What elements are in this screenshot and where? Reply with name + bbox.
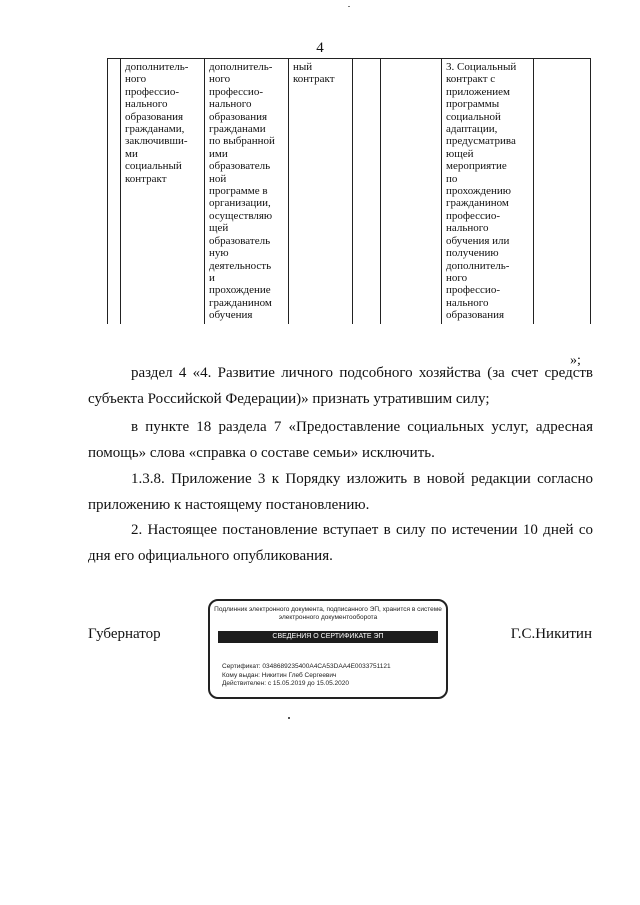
cell-text: дополнитель- ного профессио- нального образования гражданами, заключивши- ми социальный контракт (125, 61, 189, 185)
stamp-validity: Действителен: с 15.05.2019 до 15.05.2020 (222, 680, 350, 687)
table-cell-basis (289, 59, 353, 324)
signatory-name: Г.С.Никитин (510, 626, 592, 642)
table-cell-name (121, 59, 205, 324)
stamp-issued-to: Кому выдан: Никитин Глеб Сергеевич (222, 671, 337, 679)
signatory-title: Губернатор (88, 626, 161, 642)
stamp-certificate-number: Сертификат: 0348689235400A4CA53DAA4E0033751121 (222, 663, 391, 670)
cell-text: ный контракт (293, 61, 335, 86)
paragraph-appendix-3: 1.3.8. Приложение 3 к Порядку изложить в новой редакции согласно приложению к настоящему постановлению. (88, 471, 593, 513)
paragraph-section-4: раздел 4 «4. Развитие личного подсобного хозяйства (за счет средств субъекта Российской Федерации)» признать утратившим силу; (88, 365, 593, 407)
cell-text: 3. Социальный контракт с приложением программы социальной адаптации, предусматрива ющей мероприятие по прохождению гражданином профессио- нального обучения или получению дополнитель- ного профессио- нального образования (446, 61, 517, 322)
scan-speck (348, 6, 350, 7)
paragraph-effective-date: 2. Настоящее постановление вступает в силу по истечении 10 дней со дня его официального опубликования. (88, 522, 593, 564)
electronic-signature-stamp (208, 599, 448, 699)
page-number: 4 (316, 40, 324, 56)
table-cell-number (108, 59, 121, 324)
paragraph-item-18: в пункте 18 раздела 7 «Предоставление социальных услуг, адресная помощь» слова «справка о составе семьи» исключить. (88, 419, 593, 461)
table-continuation (107, 58, 591, 324)
table-cell-empty-2 (381, 59, 442, 324)
table-cell-empty-3 (534, 59, 591, 324)
cell-text: дополнитель- ного профессио- нального образования гражданами по выбранной ими образователь ной программе в организации, осуществляю щей образователь ную деятельность и прохождение гражданином обучения (209, 61, 275, 322)
table-cell-empty-1 (353, 59, 381, 324)
stamp-certificate-info (222, 663, 391, 689)
table-cell-documents (442, 59, 534, 324)
table-cell-purpose (205, 59, 289, 324)
table-row (108, 59, 591, 324)
stamp-header: Подлинник электронного документа, подписанного ЭП, хранится в системе электронного документооборота (214, 606, 442, 621)
table-closing-quote: »; (570, 353, 581, 368)
scan-speck (288, 717, 290, 719)
stamp-certificate-bar: СВЕДЕНИЯ О СЕРТИФИКАТЕ ЭП (218, 631, 438, 643)
